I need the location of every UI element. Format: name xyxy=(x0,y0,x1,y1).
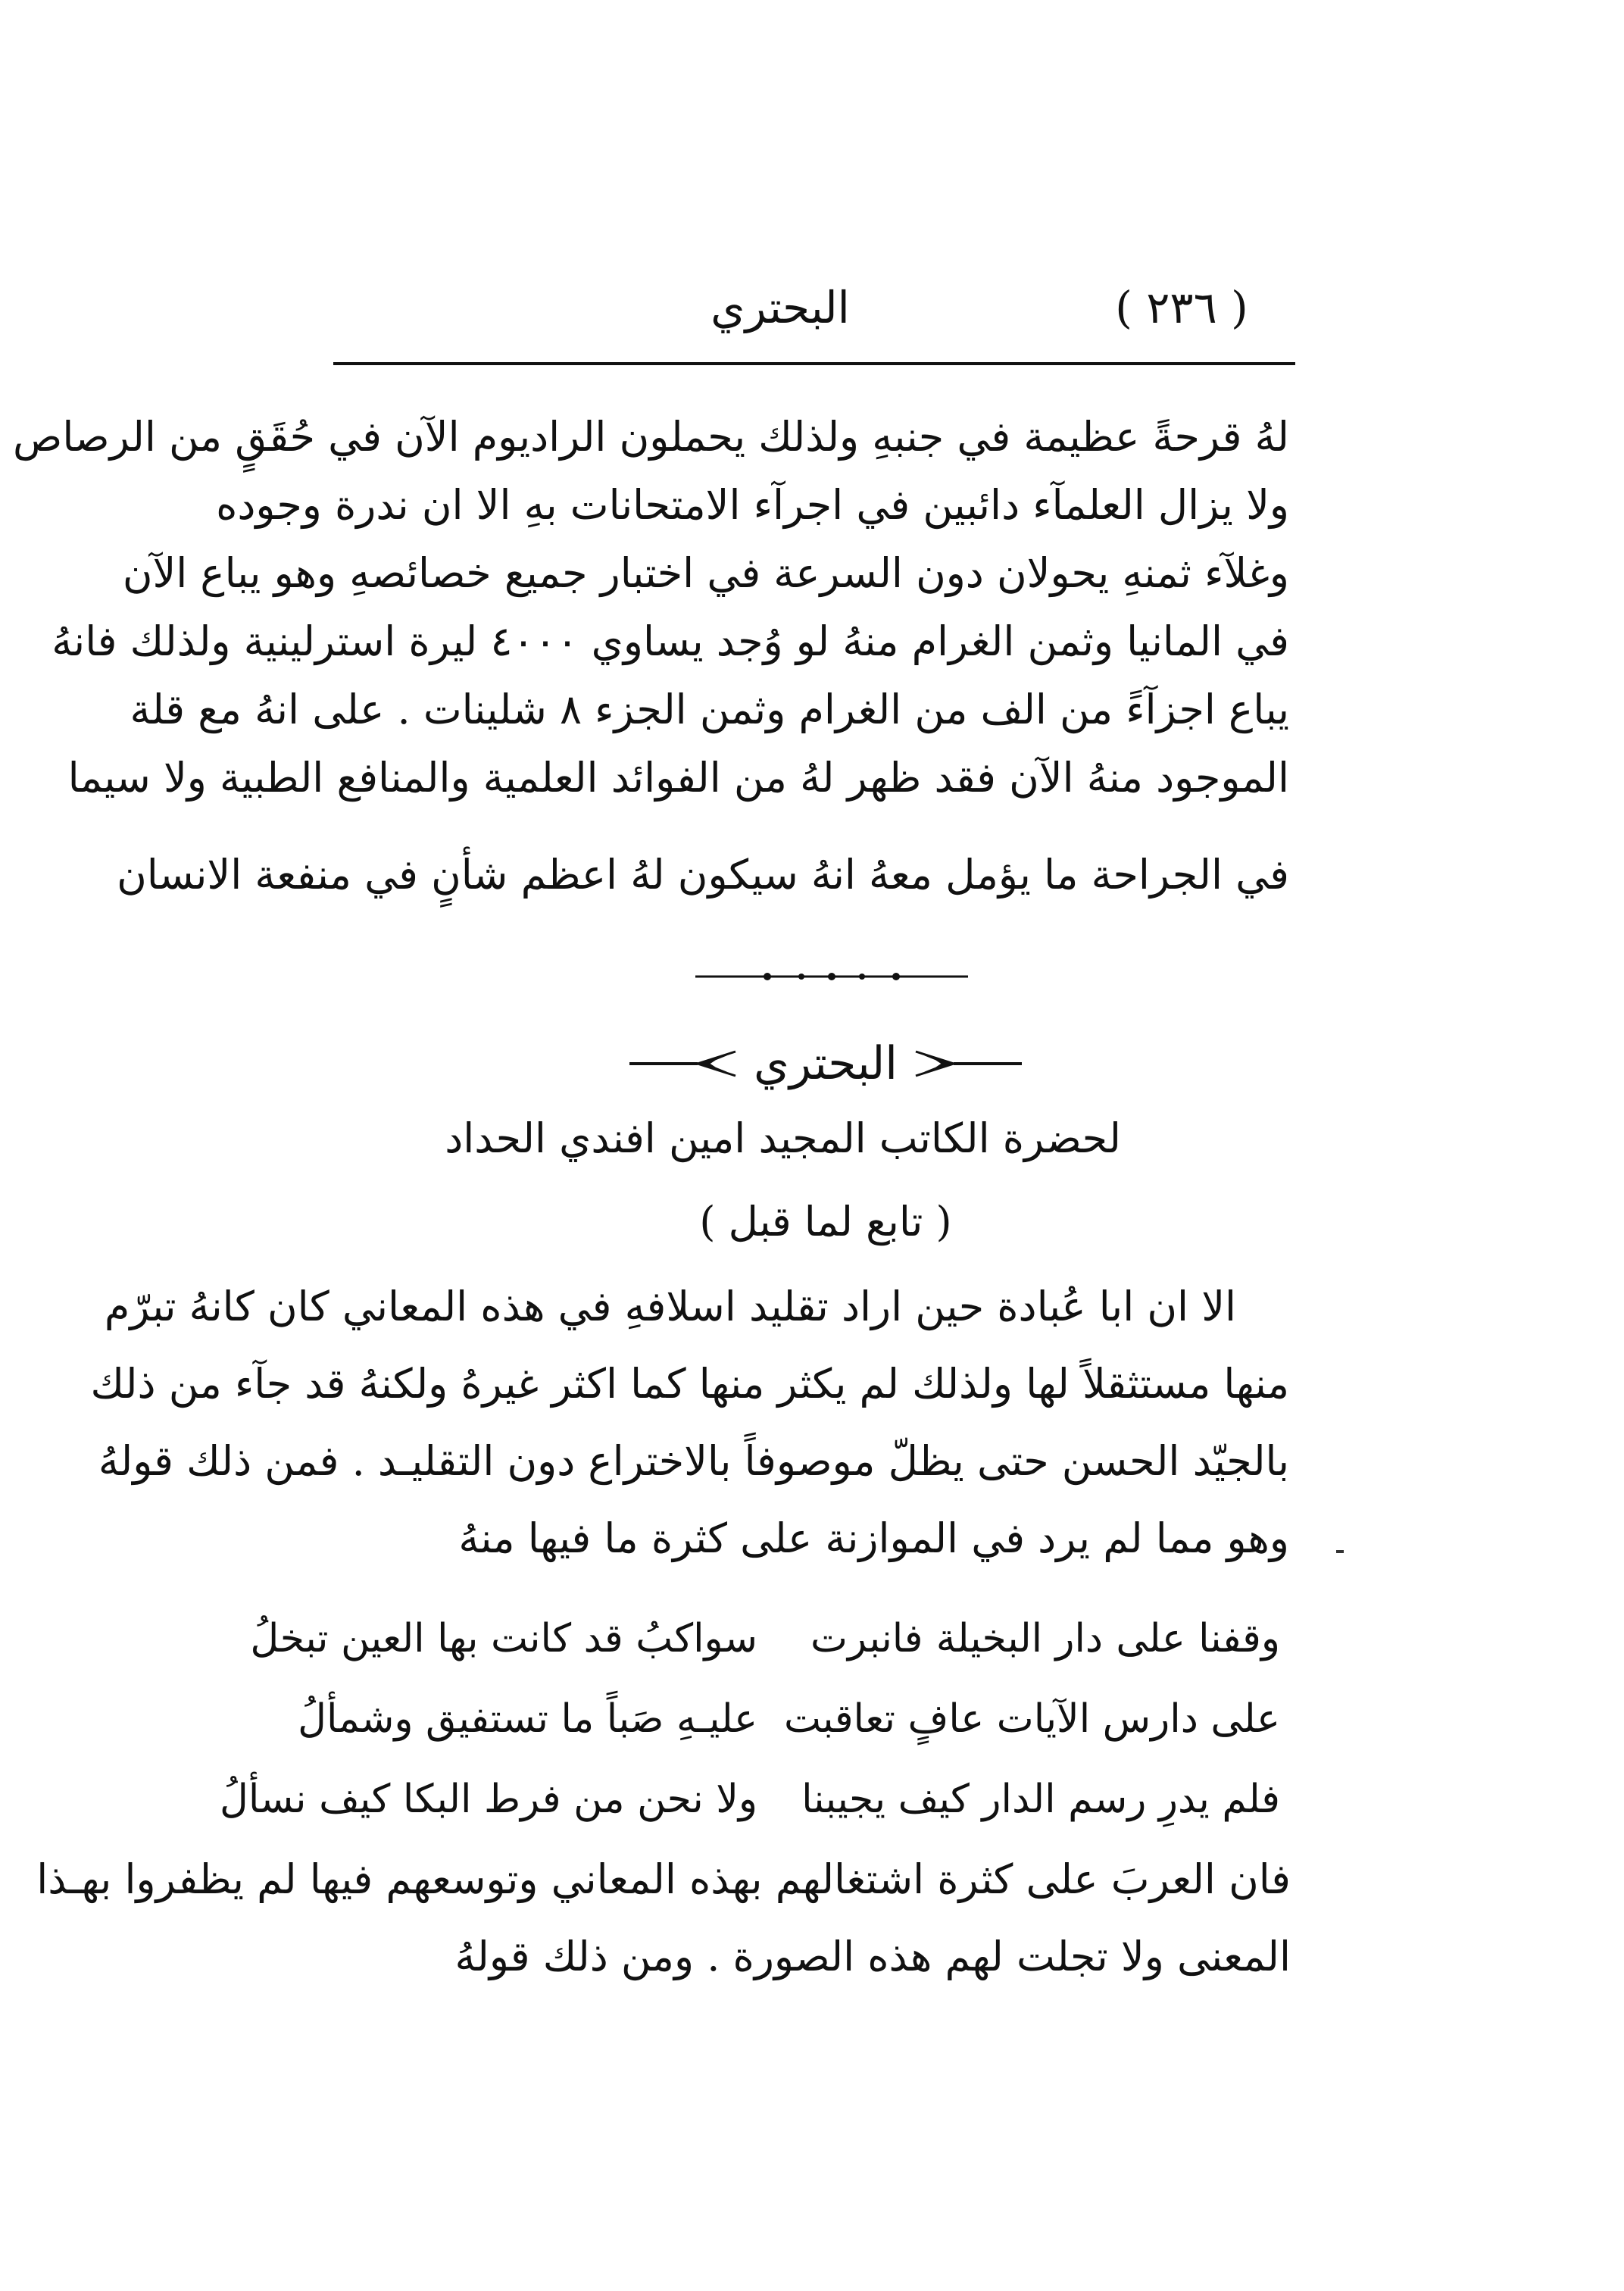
closing-line-1: فان العربَ على كثرة اشتغالهم بهذه المعاني وتوسعهم فيها لم يظفروا بهـذا xyxy=(36,1855,1291,1903)
intro-line-1: لهُ قرحةً عظيمة في جنبهِ ولذلك يحملون الراديوم الآن في حُقَقٍ من الرصاص xyxy=(13,413,1289,461)
header-rule xyxy=(333,362,1295,365)
intro-line-4: في المانيا وثمن الغرام منهُ لو وُجد يساوي ٤٠٠٠ ليرة استرلينية ولذلك فانهُ xyxy=(52,617,1289,665)
author-line: لحضرة الكاتب المجيد امين افندي الحداد xyxy=(445,1114,1121,1162)
closing-line-2: المعنى ولا تجلت لهم هذه الصورة . ومن ذلك قولهُ xyxy=(454,1933,1291,1980)
verse-2 xyxy=(298,1685,1280,1753)
verse-1-first-hemistich: وقفنا على دار البخيلة فانبرت xyxy=(810,1616,1280,1661)
verse-3 xyxy=(220,1765,1280,1833)
running-title: البحتري xyxy=(710,282,850,333)
verse-3-first-hemistich: فلم يدرِ رسم الدار كيف يجيبنا xyxy=(801,1777,1280,1822)
continuation-note: ( تابع لما قبل ) xyxy=(699,1198,952,1246)
section-title: البحتري xyxy=(754,1037,898,1090)
verse-1 xyxy=(250,1605,1280,1673)
intro-line-7: في الجراحة ما يؤمل معهُ انهُ سيكون لهُ اعظم شأنٍ في منفعة الانسان xyxy=(117,851,1289,899)
intro-line-3: وغلآء ثمنهِ يحولان دون السرعة في اختبار جميع خصائصهِ وهو يباع الآن xyxy=(122,549,1289,597)
verse-1-second-hemistich: سواكبُ قد كانت بها العين تبخلُ xyxy=(250,1616,757,1661)
page-number: ( ٢٣٦ ) xyxy=(1115,282,1248,333)
verse-3-second-hemistich: ولا نحن من فرط البكا كيف نسألُ xyxy=(220,1777,757,1822)
margin-mark xyxy=(1336,1550,1344,1553)
paragraph-line-4: وهو مما لم يرد في الموازنة على كثرة ما فيها منهُ xyxy=(458,1514,1289,1562)
paragraph-line-3: بالجيّد الحسن حتى يظلّ موصوفاً بالاختراع دون التقليـد . فمن ذلك قولهُ xyxy=(98,1437,1289,1485)
intro-line-6: الموجود منهُ الآن فقد ظهر لهُ من الفوائد العلمية والمنافع الطبية ولا سيما xyxy=(67,754,1289,802)
section-divider xyxy=(695,971,968,982)
ornament-right-icon xyxy=(908,1049,1022,1079)
verse-2-second-hemistich: عليـهِ صَباً ما تستفيق وشمألُ xyxy=(298,1696,757,1742)
intro-line-2: ولا يزال العلمآء دائبين في اجرآء الامتحانات بهِ الا ان ندرة وجوده xyxy=(216,481,1289,529)
intro-line-5: يباع اجزآءً من الف من الغرام وثمن الجزء ٨ شلينات . على انهُ مع قلة xyxy=(130,686,1289,733)
ornament-left-icon xyxy=(629,1049,743,1079)
paragraph-line-2: منها مستثقلاً لها ولذلك لم يكثر منها كما اكثر غيرهُ ولكنهُ قد جآء من ذلك xyxy=(90,1360,1289,1408)
section-heading xyxy=(530,1027,1121,1100)
paragraph-line-1: الا ان ابا عُبادة حين اراد تقليد اسلافهِ في هذه المعاني كان كانهُ تبرّم xyxy=(104,1283,1236,1330)
verse-2-first-hemistich: على دارس الآيات عافٍ تعاقبت xyxy=(783,1696,1280,1742)
